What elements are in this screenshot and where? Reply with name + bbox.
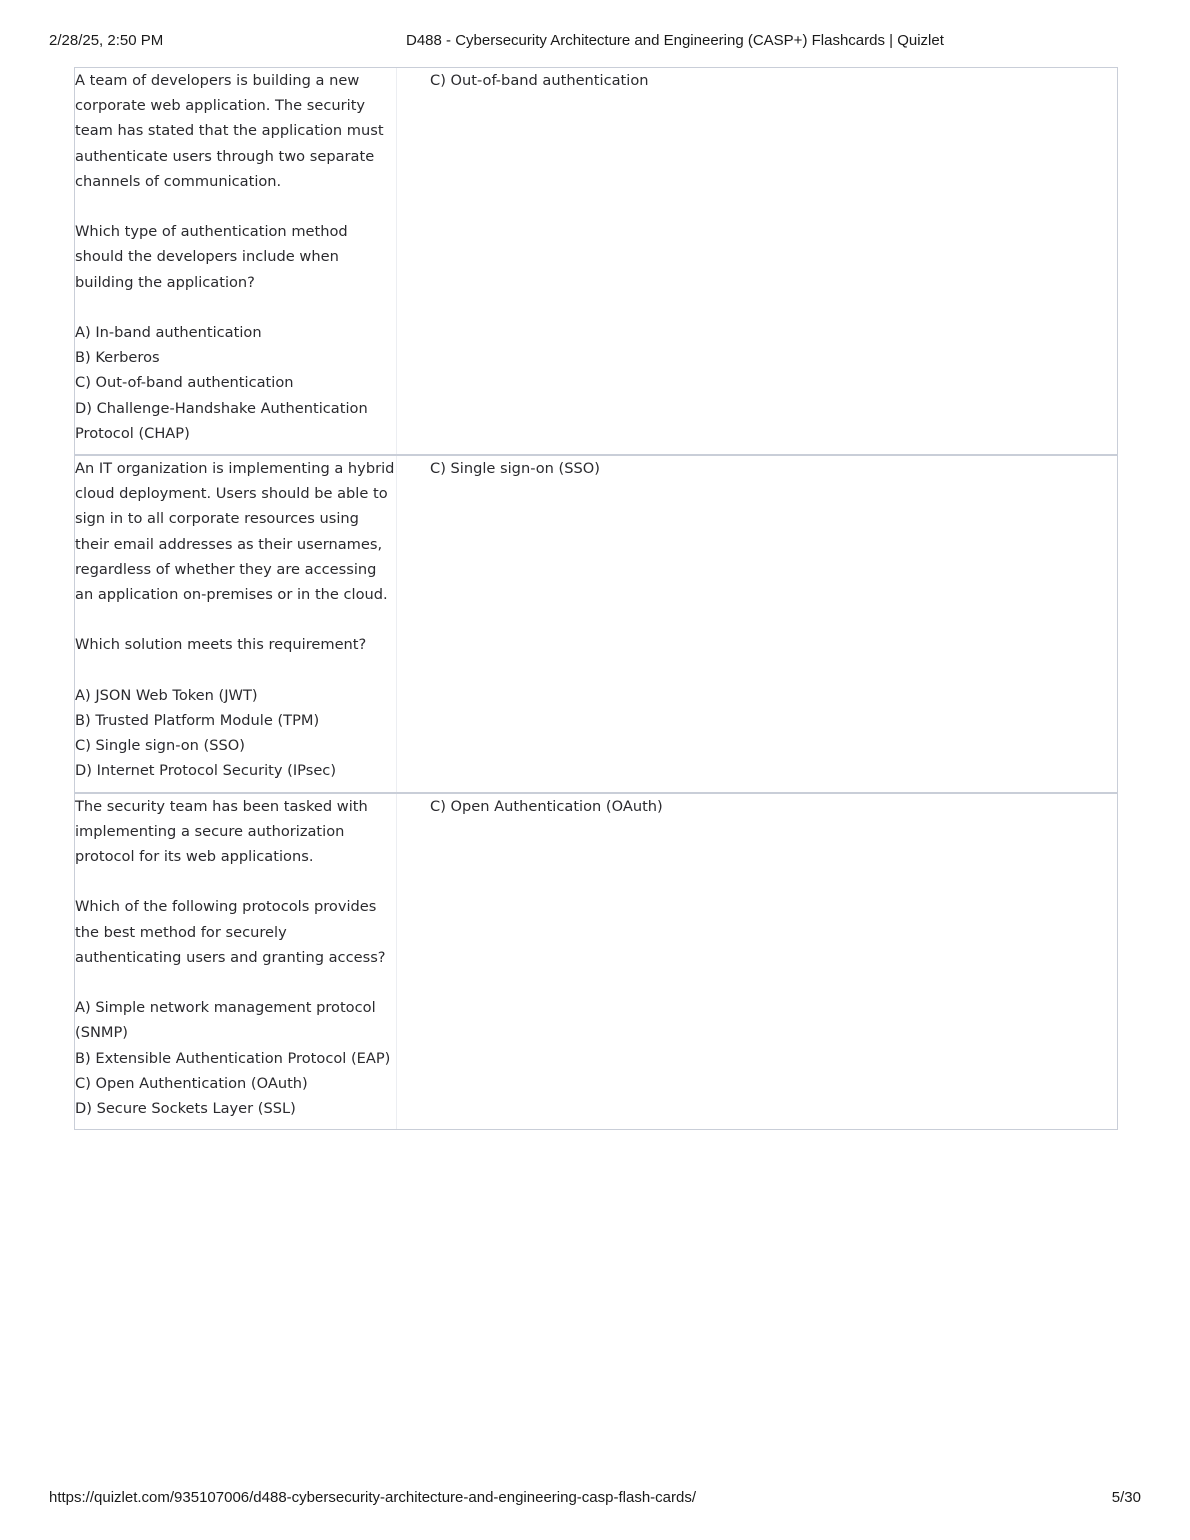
question-line: corporate web application. The security [75, 97, 366, 115]
question-line: protocol for its web applications. [75, 848, 314, 866]
option-line: B) Trusted Platform Module (TPM) [75, 712, 320, 730]
paragraph-gap [75, 869, 396, 894]
flashcard [75, 456, 1117, 794]
option-line: C) Open Authentication (OAuth) [75, 1074, 308, 1092]
prompt-line: Which type of authentication method [75, 223, 348, 241]
question-line: an application on-premises or in the cloud. [75, 586, 388, 604]
option-line: (SNMP) [75, 1024, 128, 1042]
option-line: Protocol (CHAP) [75, 424, 190, 442]
flashcard-list [74, 67, 1118, 1130]
option-line: C) Out-of-band authentication [75, 374, 294, 392]
question-line: implementing a secure authorization [75, 822, 345, 840]
question-line: A team of developers is building a new [75, 72, 360, 89]
prompt-line: Which solution meets this requirement? [75, 636, 367, 654]
answer-text: C) Open Authentication (OAuth) [430, 797, 663, 815]
option-line: A) JSON Web Token (JWT) [75, 686, 258, 704]
option-line: D) Challenge-Handshake Authentication [75, 399, 368, 417]
print-header [0, 32, 1190, 54]
prompt-line: the best method for securely [75, 923, 287, 941]
print-url: https://quizlet.com/935107006/d488-cybersecurity-architecture-and-engineering-casp-flash-cards/ [49, 1489, 697, 1506]
question-line: channels of communication. [75, 172, 282, 190]
flashcard-definition [397, 794, 1117, 1130]
print-page-title: D488 - Cybersecurity Architecture and Engineering (CASP+) Flashcards | Quizlet [406, 32, 944, 49]
paragraph-gap [75, 658, 396, 683]
option-line: A) Simple network management protocol [75, 999, 376, 1017]
flashcard-definition [397, 68, 1117, 454]
question-line: cloud deployment. Users should be able to [75, 485, 388, 503]
flashcard-term [75, 68, 397, 454]
paragraph-gap [75, 194, 396, 219]
page-number: 5/30 [1111, 1489, 1141, 1506]
prompt-line: Which of the following protocols provides [75, 898, 377, 916]
question-line: sign in to all corporate resources using [75, 510, 359, 528]
option-line: C) Single sign-on (SSO) [75, 737, 245, 755]
question-line: The security team has been tasked with [75, 797, 368, 815]
question-line: regardless of whether they are accessing [75, 560, 377, 578]
flashcard-definition [397, 456, 1117, 792]
option-line: D) Secure Sockets Layer (SSL) [75, 1100, 296, 1118]
paragraph-gap [75, 607, 396, 632]
prompt-line: should the developers include when [75, 248, 339, 266]
option-line: D) Internet Protocol Security (IPsec) [75, 762, 337, 780]
flashcard [75, 794, 1117, 1130]
option-line: B) Extensible Authentication Protocol (EAP) [75, 1049, 391, 1067]
option-line: B) Kerberos [75, 349, 160, 367]
print-footer [0, 1489, 1190, 1511]
paragraph-gap [75, 295, 396, 320]
answer-text: C) Single sign-on (SSO) [430, 460, 600, 478]
question-line: authenticate users through two separate [75, 147, 375, 165]
print-datetime: 2/28/25, 2:50 PM [49, 32, 164, 49]
question-line: team has stated that the application must [75, 122, 384, 140]
prompt-line: building the application? [75, 273, 255, 291]
prompt-line: authenticating users and granting access? [75, 948, 386, 966]
question-line: An IT organization is implementing a hybrid [75, 460, 395, 478]
paragraph-gap [75, 970, 396, 995]
question-line: their email addresses as their usernames, [75, 535, 383, 553]
option-line: A) In-band authentication [75, 324, 262, 341]
flashcard-term [75, 456, 397, 792]
flashcard-term [75, 794, 397, 1130]
answer-text: C) Out-of-band authentication [430, 72, 649, 89]
flashcard [75, 68, 1117, 456]
